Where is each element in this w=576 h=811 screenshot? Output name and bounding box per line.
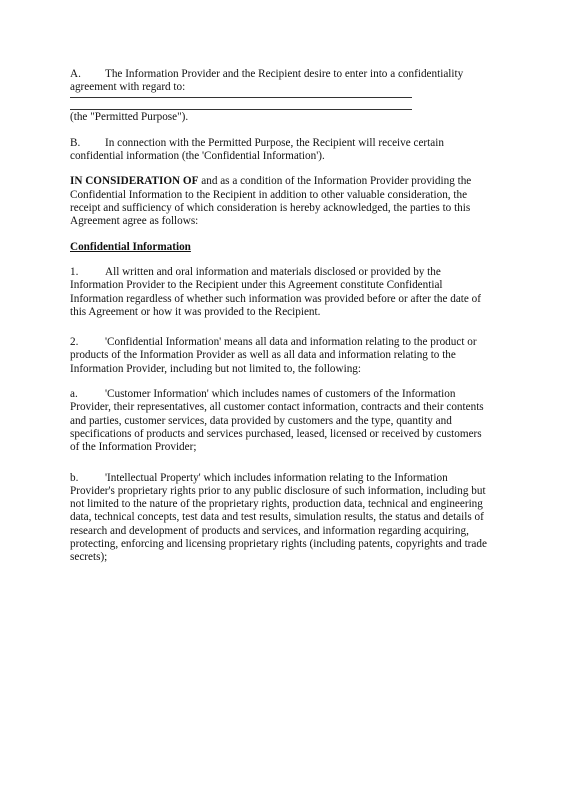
blank-line-2 xyxy=(70,109,412,110)
recital-a-text: The Information Provider and the Recipient desire to enter into a confidentiality xyxy=(105,68,464,80)
item-b-line-1 xyxy=(70,472,516,485)
consideration-paragraph xyxy=(70,175,516,228)
clause-2-line-2: products of the Information Provider as well as all data and information relating to the xyxy=(70,349,456,362)
item-b-label: b. xyxy=(70,471,79,484)
item-b-line-5: research and development of products and services, and information regarding acquiring, xyxy=(70,524,469,537)
item-a-text: 'Customer Information' which includes names of customers of the Information xyxy=(105,388,456,401)
clause-1-line-1 xyxy=(70,266,516,279)
permitted-purpose-label: (the "Permitted Purpose"). xyxy=(70,110,189,123)
document-page xyxy=(70,68,516,565)
consideration-line-2: Confidential Information to the Recipient in addition to other valuable consideration, the xyxy=(70,188,468,201)
item-a-line-2: Provider, their representatives, all customer contact information, contracts and their contents xyxy=(70,401,484,414)
item-a-line-4: specifications of products and services purchased, leased, licensed or received by customers xyxy=(70,427,482,440)
recital-a-label: A. xyxy=(70,68,81,80)
recital-b xyxy=(70,137,516,164)
clause-2-text: 'Confidential Information' means all data and information relating to the product or xyxy=(105,336,477,349)
clause-2-line-1 xyxy=(70,336,516,349)
recital-a-line-2: agreement with regard to: xyxy=(70,81,186,94)
item-a xyxy=(70,388,516,454)
recital-a xyxy=(70,68,516,124)
item-b xyxy=(70,472,516,565)
consideration-line-1 xyxy=(70,175,516,188)
item-b-line-3: not limited to the nature of the proprietary rights, production data, technical and engineering xyxy=(70,498,483,511)
clause-1 xyxy=(70,266,516,319)
item-b-line-6: protecting, enforcing and licensing proprietary rights (including patents, copyrights and trade xyxy=(70,538,487,551)
recital-b-text: In connection with the Permitted Purpose, the Recipient will receive certain xyxy=(105,136,444,149)
clause-2-line-3: Information Provider, including but not limited to, the following: xyxy=(70,362,362,375)
blank-line-1 xyxy=(70,97,412,98)
item-a-line-1 xyxy=(70,388,516,401)
item-b-line-2: Provider's proprietary rights prior to any public disclosure of such information, including but xyxy=(70,484,486,497)
consideration-line-3: receipt and sufficiency of which consideration is hereby acknowledged, the parties to this xyxy=(70,202,471,215)
item-b-line-4: data, technical concepts, test data and test results, simulation results, the status and details of xyxy=(70,511,484,524)
clause-1-line-2: Information Provider to the Recipient under this Agreement constitute Confidential xyxy=(70,279,443,292)
item-b-line-7: secrets); xyxy=(70,551,108,564)
clause-1-label: 1. xyxy=(70,265,79,278)
section-heading: Confidential Information xyxy=(70,240,191,253)
item-a-line-5: of the Information Provider; xyxy=(70,441,197,454)
clause-1-text: All written and oral information and materials disclosed or provided by the xyxy=(105,265,441,278)
recital-b-line-1 xyxy=(70,137,516,150)
clause-2 xyxy=(70,336,516,376)
recital-a-line-1 xyxy=(70,68,516,81)
item-b-text: 'Intellectual Property' which includes information relating to the Information xyxy=(105,471,448,484)
clause-2-label: 2. xyxy=(70,336,79,349)
consideration-lead: IN CONSIDERATION OF xyxy=(70,175,199,188)
item-a-line-3: and parties, customer services, data provided by customers and the type, quantity and xyxy=(70,414,452,427)
clause-1-line-3: Information regardless of whether such information was provided before or after the date of xyxy=(70,292,481,305)
consideration-line-4: Agreement agree as follows: xyxy=(70,215,199,228)
recital-b-line-2: confidential information (the 'Confidential Information'). xyxy=(70,150,325,163)
clause-1-line-4: this Agreement or how it was provided to the Recipient. xyxy=(70,305,321,318)
item-a-label: a. xyxy=(70,388,78,401)
consideration-line-1-rest: and as a condition of the Information Provider providing the xyxy=(198,175,472,188)
recital-b-label: B. xyxy=(70,136,81,149)
